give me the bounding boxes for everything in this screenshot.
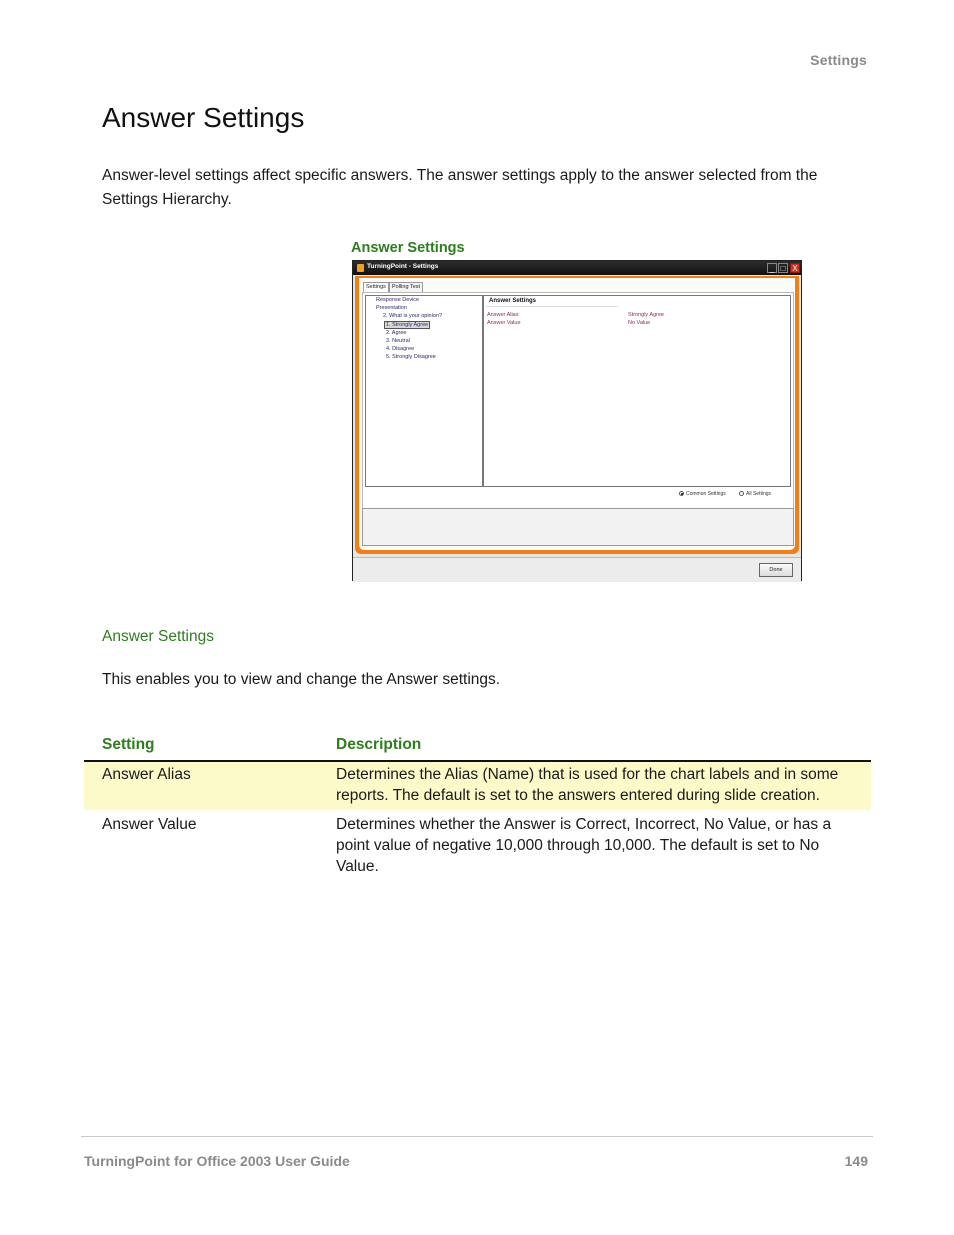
window-title: TurningPoint - Settings (367, 263, 439, 270)
detail-divider (486, 306, 618, 307)
table-cell-description: Determines the Alias (Name) that is used for the chart labels and in some reports. The default is set to the answers entered during slide creation. (336, 766, 839, 804)
section-heading: Answer Settings (102, 628, 214, 645)
table-cell-setting: Answer Alias (102, 766, 191, 783)
page-title: Answer Settings (102, 102, 305, 133)
tree-item[interactable]: 3. Neutral (386, 338, 410, 344)
detail-heading: Answer Settings (489, 298, 537, 304)
running-header: Settings (810, 52, 867, 68)
tab-polling-test[interactable]: Polling Test (389, 282, 423, 293)
window-body (359, 278, 795, 550)
tree-item[interactable]: Response Device (376, 297, 420, 303)
table-header-setting: Setting (102, 736, 155, 753)
window-titlebar (353, 261, 801, 275)
intro-paragraph: Answer-level settings affect specific answers. The answer settings apply to the answer selected from the Settings Hierarchy. (102, 167, 818, 208)
table-header-description: Description (336, 736, 422, 753)
radio-common-settings[interactable] (679, 491, 726, 497)
table-cell-setting: Answer Value (102, 816, 197, 833)
footer-guide-title: TurningPoint for Office 2003 User Guide (84, 1153, 350, 1169)
window-footer (353, 557, 801, 582)
minimize-icon[interactable]: _ (767, 263, 777, 273)
radio-all-settings[interactable] (739, 491, 771, 497)
radio-label: All Settings (746, 491, 772, 497)
settings-window-screenshot (352, 260, 802, 581)
setting-name: Answer Alias (487, 312, 519, 318)
app-icon (357, 264, 364, 272)
radio-selected-icon (679, 491, 684, 496)
setting-value[interactable]: Strongly Agree (628, 312, 665, 318)
tree-item[interactable]: Presentation (376, 305, 407, 311)
radio-icon (739, 491, 744, 496)
tree-item[interactable]: 2. What is your opinion? (383, 313, 443, 319)
table-cell-description: Determines whether the Answer is Correct, Incorrect, No Value, or has a point value of negative 10,000 through 10,000. The default is set to No Value. (336, 816, 832, 875)
footer-divider (81, 1136, 873, 1137)
description-box (362, 508, 794, 546)
window-frame (355, 276, 799, 554)
section-text: This enables you to view and change the Answer settings. (102, 671, 501, 688)
radio-label: Common Settings (686, 491, 726, 497)
settings-detail-pane (483, 295, 791, 487)
settings-hierarchy-tree (365, 295, 483, 487)
tree-item-selected[interactable]: 1. Strongly Agree (386, 322, 429, 328)
done-button[interactable]: Done (759, 563, 793, 577)
figure-caption: Answer Settings (351, 240, 465, 256)
close-icon[interactable]: X (790, 263, 800, 273)
tree-item[interactable]: 5. Strongly Disagree (386, 354, 436, 360)
tab-settings[interactable]: Settings (363, 282, 389, 293)
setting-value[interactable]: No Value (628, 320, 651, 326)
settings-panel (362, 292, 794, 520)
page-number: 149 (844, 1153, 868, 1169)
tree-item[interactable]: 4. Disagree (386, 346, 415, 352)
setting-name: Answer Value (487, 320, 521, 326)
tree-item[interactable]: 2. Agree (386, 330, 407, 336)
maximize-icon[interactable]: □ (778, 263, 788, 273)
